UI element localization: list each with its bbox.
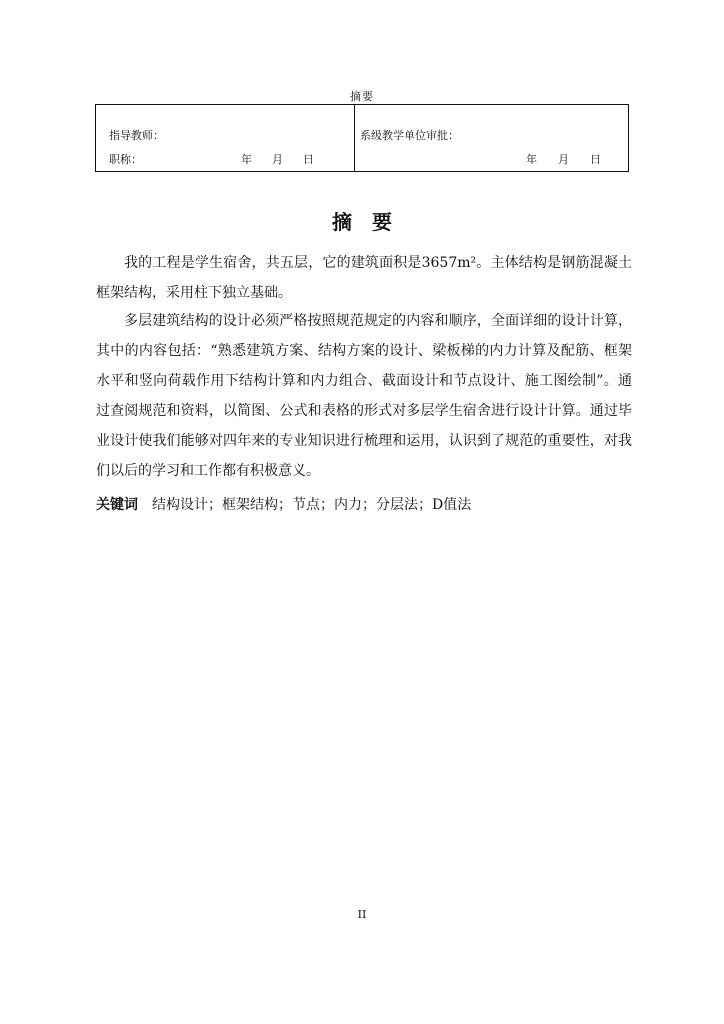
department-approval-label: 系级教学单位审批： <box>360 129 459 142</box>
left-date-month: 月 <box>272 153 283 166</box>
advisor-label: 指导教师： <box>109 129 164 142</box>
abstract-title-char-1: 摘 <box>332 210 352 234</box>
left-date-day: 日 <box>303 153 314 166</box>
title-label: 职称： <box>109 153 142 166</box>
abstract-paragraph-2: 多层建筑结构的设计必须严格按照规范规定的内容和顺序，全面详细的设计计算，其中的内容包括：“熟悉建筑方案、结构方案的设计、梁板梯的内力计算及配筋、框架水平和竖向荷载作用下结构计算和内力组合、截面设计和节点设计、施工图绘制”。通过查阅规范和资料，以简图、公式和表格的形式对多层学生宿舍进行设计计算。通过毕业设计使我们能够对四年来的专业知识进行梳理和运用，认识到了规范的重要性，对我们以后的学习和工作都有积极意义。 <box>96 313 632 479</box>
keywords-line <box>96 491 632 519</box>
running-header-title: 摘要 <box>350 90 374 103</box>
approval-table <box>95 104 629 172</box>
right-date-month: 月 <box>558 153 569 166</box>
right-date-year: 年 <box>526 153 537 166</box>
page-number: II <box>357 908 367 921</box>
abstract-title-char-2: 要 <box>372 210 392 234</box>
keywords-list: 结构设计；框架结构；节点；内力；分层法；D值法 <box>152 497 472 513</box>
abstract-paragraph-1: 我的工程是学生宿舍，共五层，它的建筑面积是3657m²。主体结构是钢筋混凝土框架结构，采用柱下独立基础。 <box>96 255 632 301</box>
left-date-year: 年 <box>241 153 252 166</box>
table-divider <box>354 105 355 171</box>
keywords-label: 关键词 <box>96 497 138 513</box>
right-date-day: 日 <box>590 153 601 166</box>
abstract-title <box>0 206 724 235</box>
